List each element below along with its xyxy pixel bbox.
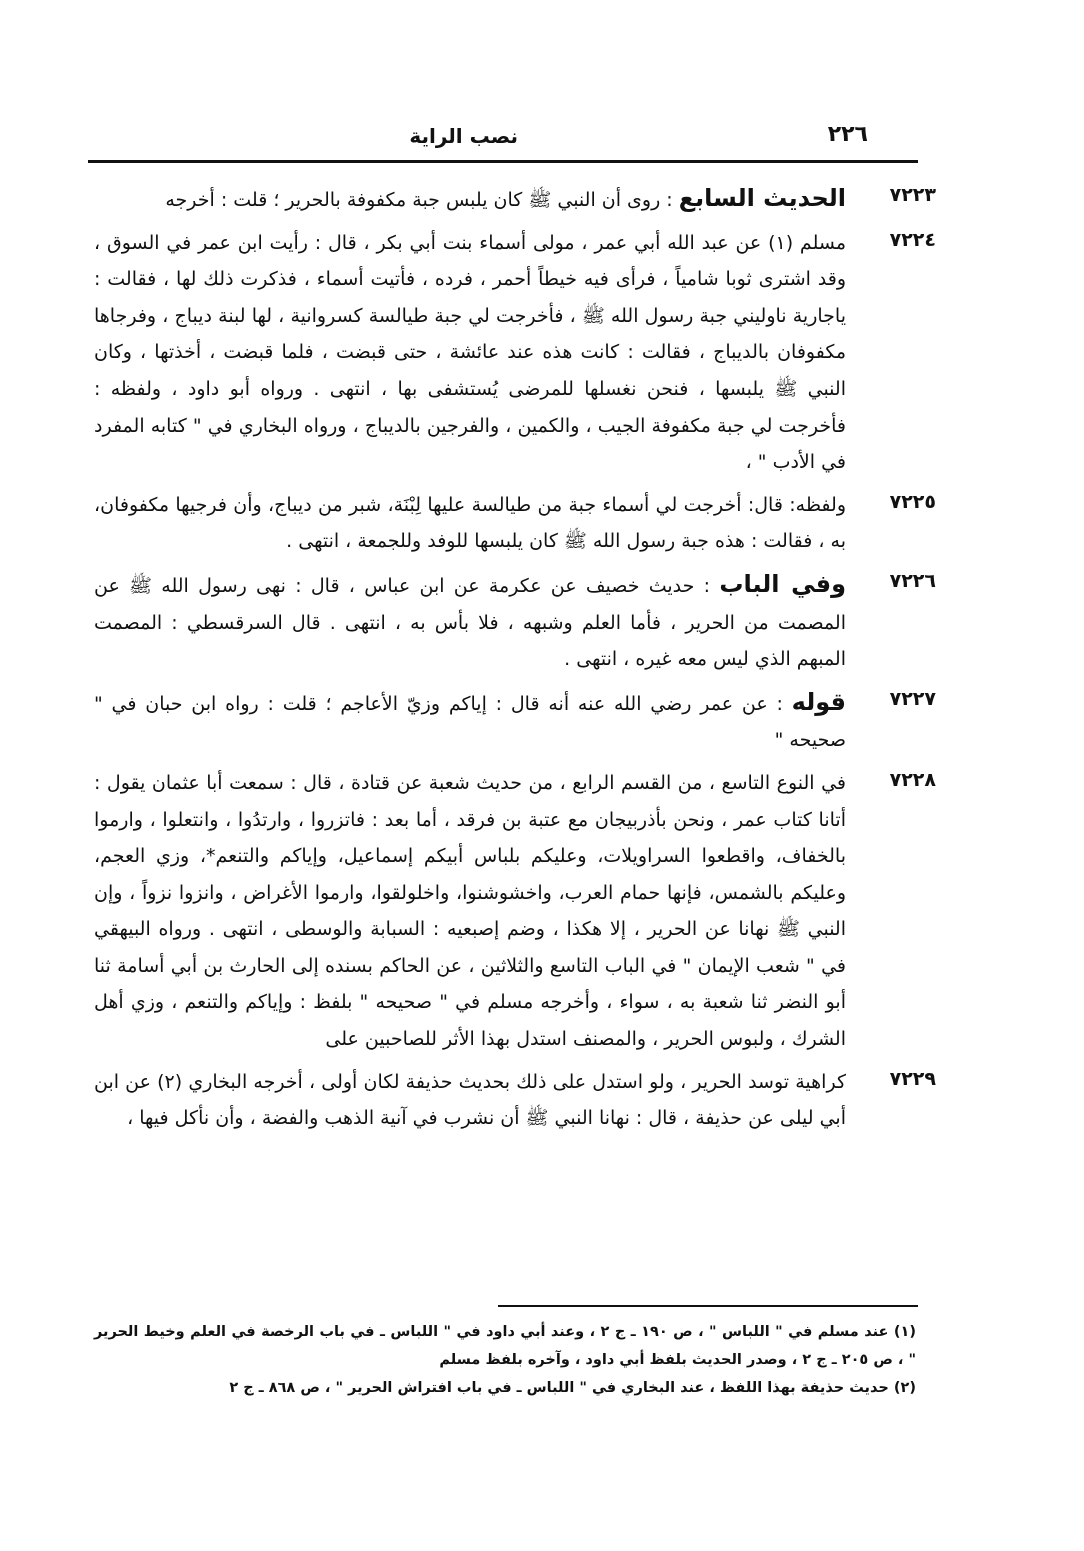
page-number: ٢٢٦ xyxy=(827,122,868,147)
footnotes xyxy=(94,1318,916,1402)
entry-text xyxy=(94,684,846,759)
entry-number: ٧٢٢٨ xyxy=(889,768,936,791)
book-title: نصب الراية xyxy=(409,124,518,148)
section-heading: قوله xyxy=(791,687,846,716)
footnote-1: (١) عند مسلم في " اللباس " ، ص ١٩٠ ـ ج ٢ ، وعند أبي داود في " اللباس ـ في باب الرخصة في العلم وخيط الحرير " ، ص ٢٠٥ ـ ج ٢ ، وصدر الحديث بلفظ أبي داود ، وآخره بلفظ مسلم xyxy=(94,1324,916,1368)
entry-text xyxy=(94,180,846,219)
entry-7228 xyxy=(94,765,934,1058)
entry-number: ٧٢٢٩ xyxy=(889,1067,936,1090)
section-heading: الحديث السابع xyxy=(678,184,846,212)
entry-7224 xyxy=(94,225,934,481)
footnote-rule xyxy=(498,1305,918,1307)
entry-7226 xyxy=(94,566,934,678)
entry-text xyxy=(94,566,846,678)
entry-number: ٧٢٢٦ xyxy=(889,569,936,592)
header-rule xyxy=(88,160,918,163)
entry-number: ٧٢٢٥ xyxy=(889,490,936,513)
entry-number: ٧٢٢٧ xyxy=(889,687,936,710)
entry-7227 xyxy=(94,684,934,759)
entry-number: ٧٢٢٣ xyxy=(889,184,936,206)
entry-text: في النوع التاسع ، من القسم الرابع ، من حديث شعبة عن قتادة ، قال : سمعت أبا عثمان يقول : أتانا كتاب عمر ، ونحن بأذربيجان مع عتبة بن فرقد ، أما بعد : فاتزروا ، وارتدُوا ، وانتعلوا ، وارموا بالخفاف، واقطعوا السراويلات، وعليكم بلباس أبيكم إسماعيل، وإياكم والتنعم*، وزي العجم، وعليكم بالشمس، فإنها حمام العرب، واخشوشنوا، واخلولقوا، وارموا الأغراض ، وانزوا نزواً ، وإن النبي ﷺ نهانا عن الحرير ، إلا هكذا ، وضم إصبعيه : السبابة والوسطى ، انتهى . ورواه البيهقي في " شعب الإيمان " في الباب التاسع والثلاثين ، عن الحاكم بسنده إلى الحارث بن أبي أسامة ثنا أبو النضر ثنا شعبة به ، سواء ، وأخرجه مسلم في " صحيحه " بلفظ : وإياكم والتنعم ، وزي أهل الشرك ، ولبوس الحرير ، والمصنف استدل بهذا الأثر للصاحبين على xyxy=(94,771,846,1051)
entry-body: : روى أن النبي ﷺ كان يلبس جبة مكفوفة بالحرير ؛ قلت : أخرجه xyxy=(165,189,673,211)
entry-text: ولفظه: قال: أخرجت لي أسماء جبة من طيالسة عليها لِبْنَة، شبر من ديباج، وأن فرجيها مكفوفان، به ، فقالت : هذه جبة رسول الله ﷺ كان يلبسها للوفد وللجمعة ، انتهى . xyxy=(94,493,846,553)
entry-7225 xyxy=(94,487,934,560)
footnote-2: (٢) حديث حذيفة بهذا اللفظ ، عند البخاري في " اللباس ـ في باب افتراش الحرير " ، ص ٨٦٨ ـ ج ٢ xyxy=(229,1380,916,1396)
entry-7229 xyxy=(94,1064,934,1137)
entry-text: مسلم (١) عن عبد الله أبي عمر ، مولى أسماء بنت أبي بكر ، قال : رأيت ابن عمر في السوق ، وقد اشترى ثوبا شامياً ، فرأى فيه خيطاً أحمر ، فرده ، فأتيت أسماء ، فذكرت ذلك لها ، فقالت : ياجارية ناوليني جبة رسول الله ﷺ ، فأخرجت لي جبة طيالسة كسروانية ، لها لبنة ديباج ، وفرجاها مكفوفان بالديباج ، فقالت : كانت هذه عند عائشة ، حتى قبضت ، فلما قبضت ، أخذتها ، وكان النبي ﷺ يلبسها ، فنحن نغسلها للمرضى يُستشفى بها ، انتهى . ورواه أبو داود ، ولفظه : فأخرجت لي جبة مكفوفة الجيب ، والكمين ، والفرجين بالديباج ، ورواه البخاري في " كتابه المفرد في الأدب " ، xyxy=(94,231,846,474)
entry-body: : عن عمر رضي الله عنه أنه قال : إياكم وزيّ الأعاجم ؛ قلت : رواه ابن حبان في " صحيحه " xyxy=(94,692,846,752)
section-heading: وفي الباب xyxy=(719,569,846,598)
entry-7223 xyxy=(94,180,934,219)
entry-body: : حديث خصيف عن عكرمة عن ابن عباس ، قال : نهى رسول الله ﷺ عن المصمت من الحرير ، فأما العلم وشبهه ، فلا بأس به ، انتهى . قال السرقسطي : المصمت المبهم الذي ليس معه غيره ، انتهى . xyxy=(94,574,846,671)
main-text xyxy=(94,180,934,1143)
entry-number: ٧٢٢٤ xyxy=(889,228,936,251)
page-header xyxy=(88,118,918,158)
entry-text: كراهية توسد الحرير ، ولو استدل على ذلك بحديث حذيفة لكان أولى ، أخرجه البخاري (٢) عن ابن أبي ليلى عن حذيفة ، قال : نهانا النبي ﷺ أن نشرب في آنية الذهب والفضة ، وأن نأكل فيها ، xyxy=(94,1070,846,1130)
